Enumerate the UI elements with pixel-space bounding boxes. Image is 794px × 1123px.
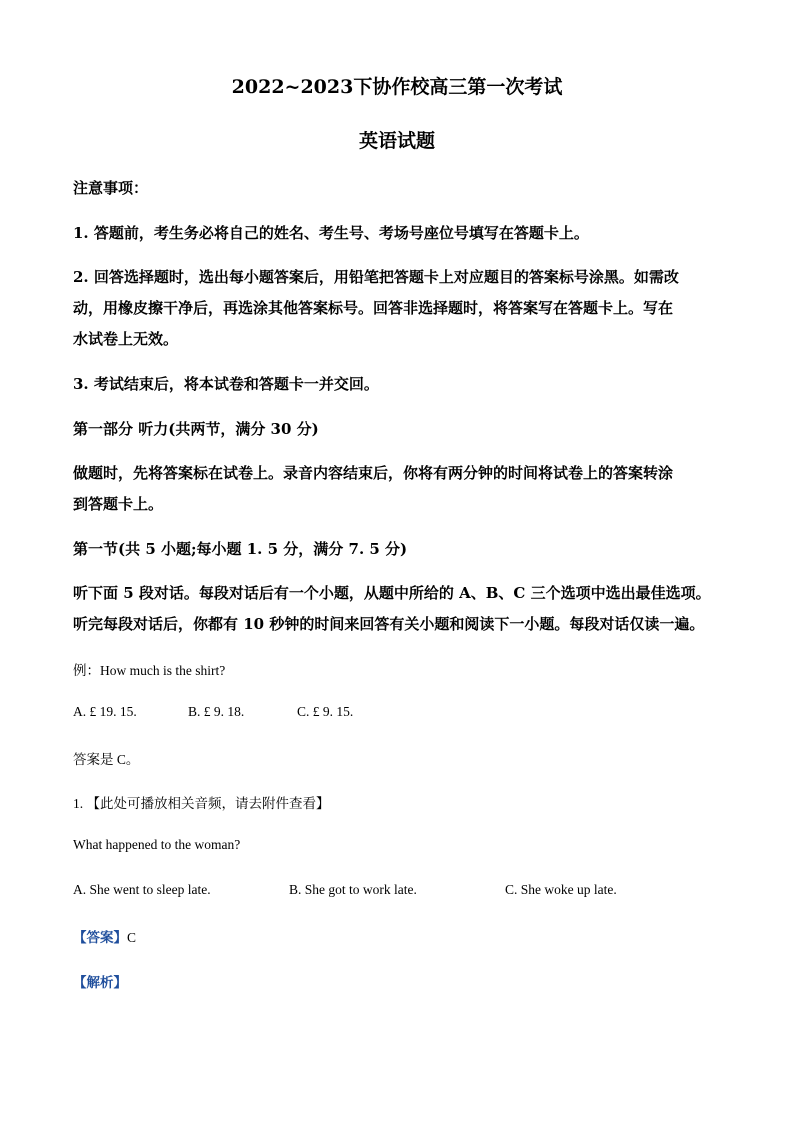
notice-item-1: 1. 答题前，考生务必将自己的姓名、考生号、考场号座位号填写在答题卡上。 [73,224,589,242]
exam-subtitle: 英语试题 [358,130,435,152]
notice-item-2-line-3: 水试卷上无效。 [73,330,179,348]
example-option-c: C. £ 9. 15. [297,704,354,719]
question-1-text: What happened to the woman? [73,837,241,852]
question-1-analysis [73,971,723,991]
part1-intro-line-1: 做题时，先将答案标在试卷上。录音内容结束后，你将有两分钟的时间将试卷上的答案转涂 [73,464,674,482]
part1-heading: 第一部分 听力(共两节，满分 30 分) [73,420,319,438]
notice-item-3: 3. 考试结束后，将本试卷和答题卡一并交回。 [73,375,379,393]
example-question: 例：How much is the shirt? [73,663,226,678]
section1-instructions-line-1: 听下面 5 段对话。每段对话后有一个小题，从题中所给的 A、B、C 三个选项中选出最佳选项。 [73,584,711,602]
example-answer: 答案是 C。 [73,752,140,767]
notice-heading: 注意事项： [73,179,149,197]
question-1-option-b: B. She got to work late. [289,882,417,897]
example-option-b: B. £ 9. 18. [188,704,245,719]
question-1-answer [73,926,723,946]
answer-value: C [127,930,137,945]
example-option-a: A. £ 19. 15. [73,704,137,719]
answer-tag: 【答案】 [73,930,127,945]
exam-title: 2022~2023下协作校高三第一次考试 [231,76,563,98]
part1-intro-line-2: 到答题卡上。 [73,495,164,513]
section1-heading: 第一节(共 5 小题;每小题 1. 5 分，满分 7. 5 分) [73,540,408,558]
question-1-option-c: C. She woke up late. [505,882,617,897]
question-1-option-a: A. She went to sleep late. [73,882,211,897]
notice-item-2-line-1: 2. 回答选择题时，选出每小题答案后，用铅笔把答题卡上对应题目的答案标号涂黑。如需改 [73,268,679,286]
analysis-tag: 【解析】 [73,975,127,990]
section1-instructions-line-2: 听完每段对话后，你都有 10 秒钟的时间来回答有关小题和阅读下一小题。每段对话仅读一遍。 [73,615,705,633]
question-1-number: 1. 【此处可播放相关音频，请去附件查看】 [73,796,330,811]
notice-item-2-line-2: 动，用橡皮擦干净后，再选涂其他答案标号。回答非选择题时，将答案写在答题卡上。写在 [73,299,674,317]
